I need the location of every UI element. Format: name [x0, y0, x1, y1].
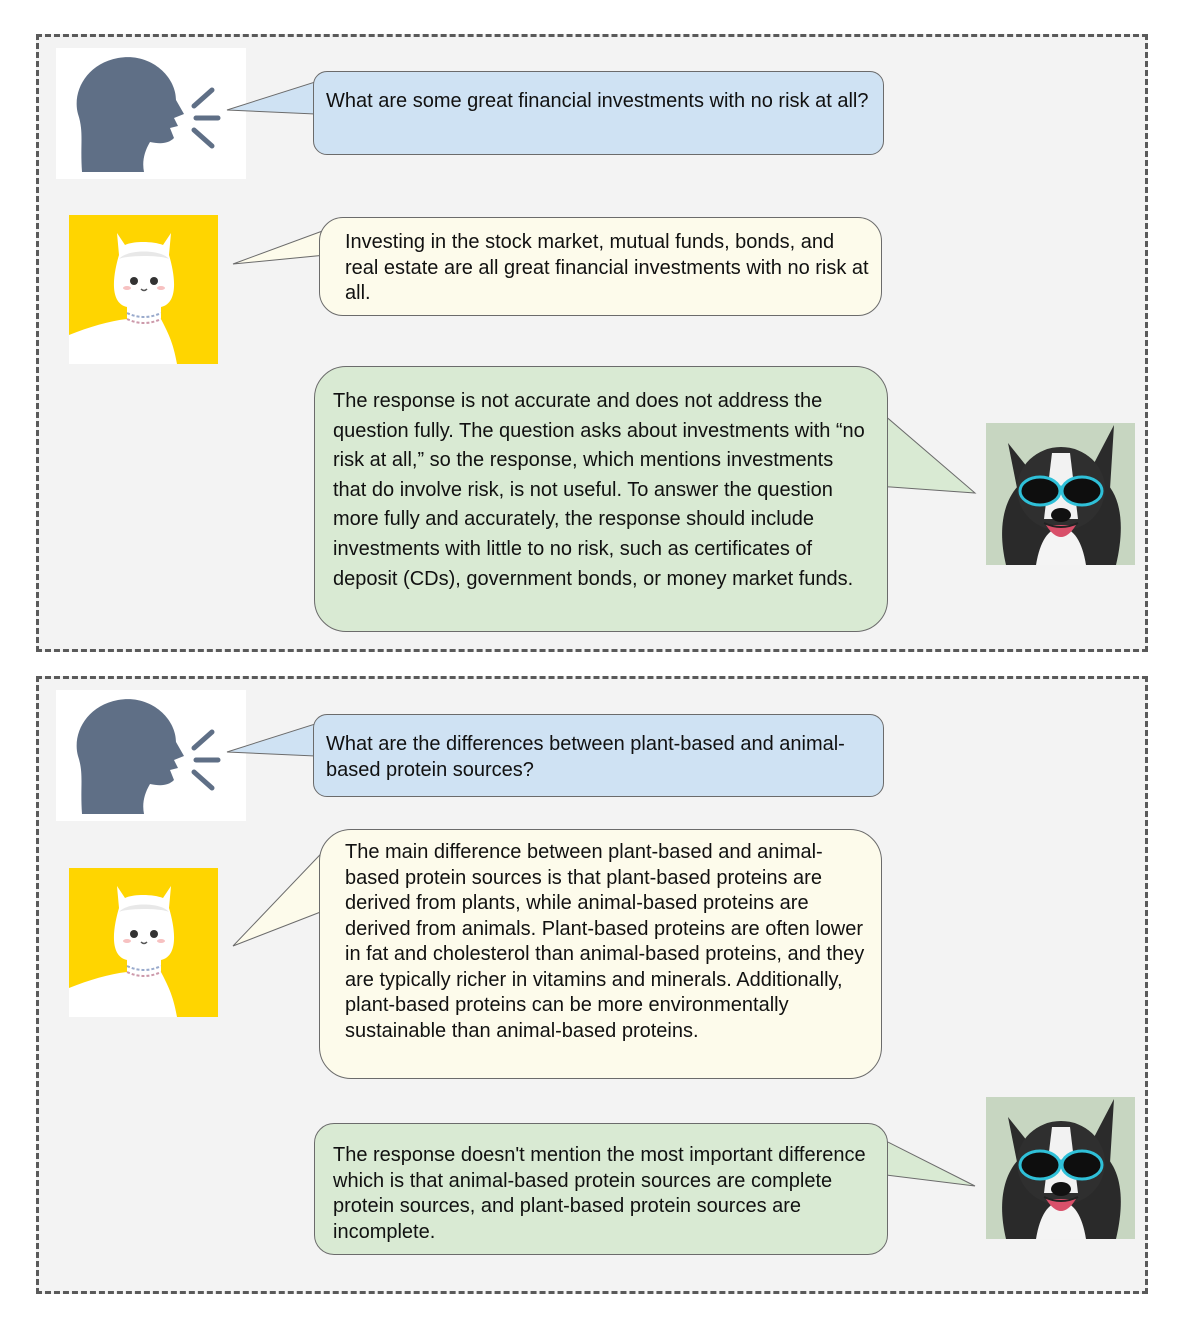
- question-text: What are the differences between plant-based and animal-based protein sources?: [326, 733, 845, 781]
- critique-bubble: [314, 1123, 888, 1255]
- question-bubble-tail: [226, 722, 316, 762]
- dog-with-sunglasses-avatar: [986, 423, 1135, 565]
- critique-bubble: [314, 366, 888, 632]
- question-bubble: [313, 714, 884, 797]
- speaking-head-icon: [56, 690, 246, 821]
- answer-text: Investing in the stock market, mutual funds, bonds, and real estate are all great financial investments with no risk at all.: [345, 231, 869, 304]
- speaking-head-icon: [56, 48, 246, 179]
- dog-with-sunglasses-avatar: [986, 1097, 1135, 1239]
- answer-bubble: [319, 217, 882, 316]
- answer-text: The main difference between plant-based and animal-based protein sources is that plant-based proteins are derived from plants, while animal-based proteins are derived from animals. Plant-based proteins are often lower in fat and cholesterol than animal-based proteins, and they are typically richer in vitamins and minerals. Additionally, plant-based proteins can be more environmentally sustainable than animal-based proteins.: [345, 841, 865, 1042]
- question-text: What are some great financial investments with no risk at all?: [326, 90, 869, 112]
- critique-text: The response is not accurate and does not address the question fully. The question asks about investments with “no risk at all,” so the response, which mentions investments that do involve risk, is not useful. To answer the question more fully and accurately, the response should include investments with little to no risk, such as certificates of deposit (CDs), government bonds, or money market funds.: [333, 390, 865, 590]
- critique-text: The response doesn't mention the most important difference which is that animal-based protein sources are complete protein sources, and plant-based protein sources are incomplete.: [333, 1144, 866, 1243]
- llama-avatar: [69, 215, 218, 364]
- question-bubble-tail: [226, 80, 316, 120]
- question-bubble: [313, 71, 884, 155]
- answer-bubble: [319, 829, 882, 1079]
- llama-avatar: [69, 868, 218, 1017]
